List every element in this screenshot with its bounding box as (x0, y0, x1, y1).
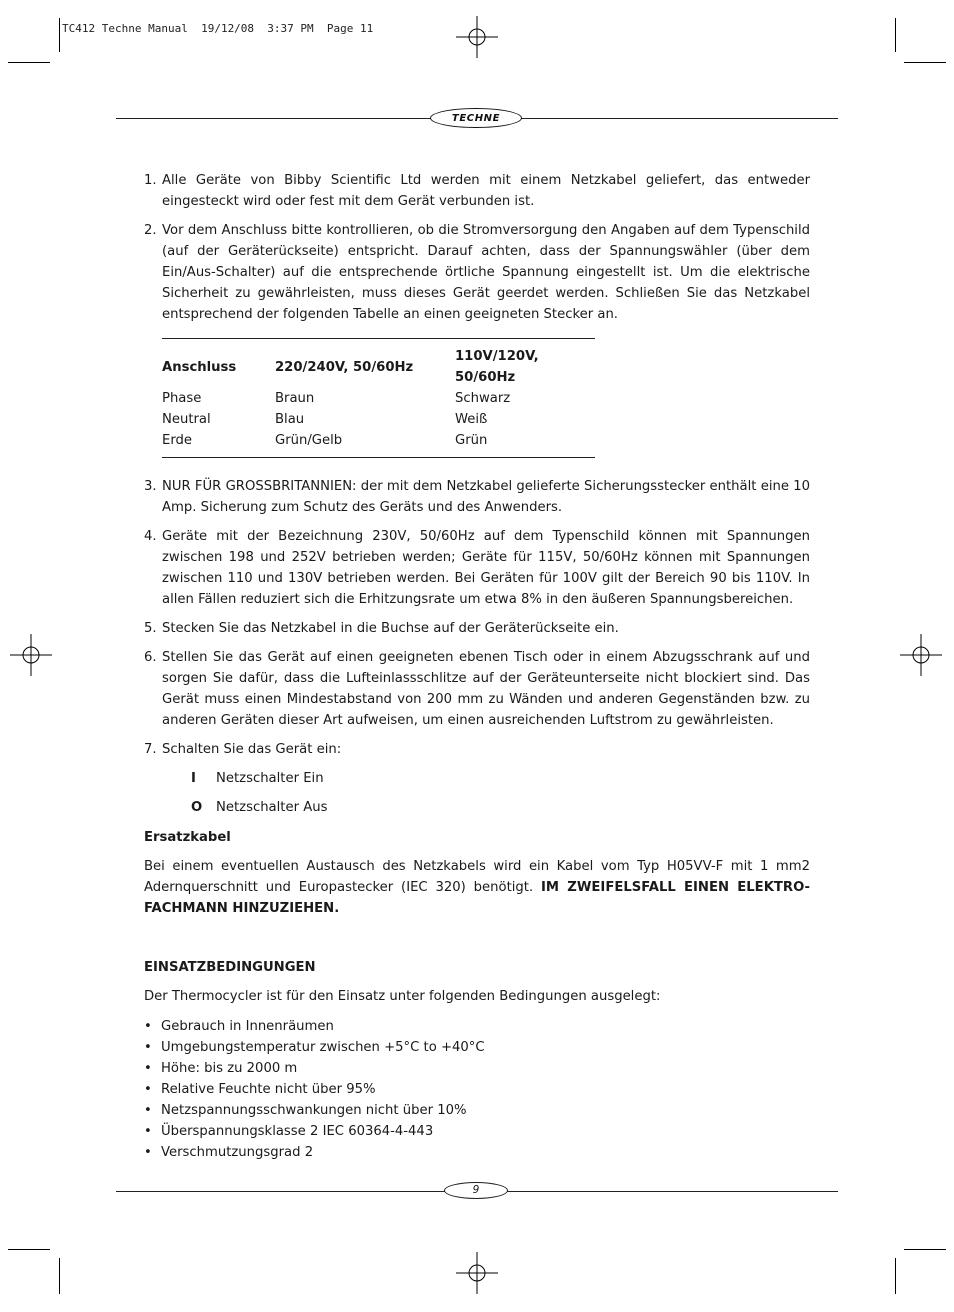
crop-mark (8, 62, 50, 63)
ersatzkabel-warning: IM ZWEIFELSFALL EINEN ELEKTRO-FACHMANN HINZUZIEHEN. (144, 880, 810, 916)
table-cell: Erde (162, 433, 193, 448)
item-text: Vor dem Anschluss bitte kontrollieren, ob die Stromversorgung den Angaben auf dem Typenschild (auf der Geräterückseite) entspricht. Darauf achten, dass der Spannungswähler (über dem Ein/Aus-Schalter) auf die entsprechende örtliche Spannung eingestellt ist. Um die elektrische Sicherheit zu gewährleisten, muss dieses Gerät geerdet werden. Schließen Sie das Netzkabel entsprechend der folgenden Tabelle an einen geeigneten Stecker an. (162, 223, 810, 322)
crop-mark (895, 1258, 896, 1294)
crop-mark (59, 1258, 60, 1294)
item-text: Stellen Sie das Gerät auf einen geeigneten ebenen Tisch oder in einem Abzugsschrank auf und sorgen Sie dafür, dass die Lufteinlassschlitze auf der Geräteunterseite nicht blockiert sind. Das Gerät muss einen Mindestabstand von 200 mm zu Wänden und anderen Gegenständen bzw. zu anderen Geräten dieser Art aufweisen, um einen ausreichenden Luftstrom zu gewährleisten. (162, 650, 810, 728)
crop-mark (895, 18, 896, 52)
table-cell: Schwarz (455, 391, 511, 406)
crop-mark (904, 1249, 946, 1250)
table-cell: Grün/Gelb (275, 433, 343, 448)
ersatzkabel-paragraph (144, 856, 810, 919)
condition-text: Netzspannungsschwankungen nicht über 10% (161, 1103, 467, 1118)
page-number: 9 (444, 1182, 508, 1199)
switch-symbol: O (191, 800, 203, 815)
list-item (144, 1142, 810, 1163)
table-row (162, 388, 595, 409)
condition-text: Umgebungstemperatur zwischen +5°C to +40°C (161, 1040, 485, 1055)
table-cell: Braun (275, 391, 315, 406)
table-header: 220/240V, 50/60Hz (275, 359, 414, 375)
table-header: Anschluss (162, 359, 237, 375)
item-number: 6. (144, 650, 157, 665)
item-number: 1. (144, 173, 157, 188)
condition-text: Relative Feuchte nicht über 95% (161, 1082, 376, 1097)
bullet-icon: • (144, 1124, 152, 1139)
registration-mark-icon (10, 634, 52, 676)
registration-mark-icon (456, 16, 498, 58)
registration-mark-icon (456, 1252, 498, 1294)
list-item (144, 739, 810, 760)
table-cell: Blau (275, 412, 305, 427)
wiring-table (162, 338, 595, 458)
logo-text: TECHNE (451, 112, 501, 124)
list-item (144, 1100, 810, 1121)
list-item (144, 1016, 810, 1037)
einsatz-intro: Der Thermocycler ist für den Einsatz unter folgenden Bedingungen ausgelegt: (144, 989, 661, 1004)
list-item (144, 618, 810, 639)
item-number: 2. (144, 223, 157, 238)
item-text: Alle Geräte von Bibby Scientific Ltd werden mit einem Netzkabel geliefert, das entweder eingesteckt wird oder fest mit dem Gerät verbunden ist. (162, 173, 810, 209)
table-cell: Neutral (162, 412, 211, 427)
crop-mark (904, 62, 946, 63)
item-text: Stecken Sie das Netzkabel in die Buchse auf der Geräterückseite ein. (162, 621, 619, 636)
bullet-icon: • (144, 1061, 152, 1076)
conditions-list (144, 1016, 810, 1163)
table-row (162, 430, 595, 458)
table-cell: Phase (162, 391, 202, 406)
table-header-row (162, 339, 595, 389)
item-text: Schalten Sie das Gerät ein: (162, 742, 342, 757)
item-text: Geräte mit der Bezeichnung 230V, 50/60Hz auf dem Typenschild können mit Spannungen zwischen 198 und 252V betrieben werden; Geräte für 115V, 50/60Hz können mit Spannungen zwischen 110 und 130V betrieben werden. Bei Geräten für 100V gilt der Bereich 90 bis 110V. In allen Fällen reduziert sich die Erhitzungsrate um etwa 8% in den äußeren Spannungsbereichen. (162, 529, 810, 607)
section-heading-einsatzbedingungen: EINSATZBEDINGUNGEN (144, 960, 316, 975)
crop-mark (8, 1249, 50, 1250)
switch-on-row (191, 768, 810, 789)
list-item (144, 647, 810, 731)
table-header: 110V/120V, 50/60Hz (455, 349, 539, 385)
registration-mark-icon (900, 634, 942, 676)
list-item (144, 526, 810, 610)
bullet-icon: • (144, 1145, 152, 1160)
table-row (162, 409, 595, 430)
list-item (144, 170, 810, 212)
page-content (144, 170, 810, 1163)
list-item (144, 1121, 810, 1142)
list-item (144, 476, 810, 518)
bullet-icon: • (144, 1040, 152, 1055)
bullet-icon: • (144, 1019, 152, 1034)
section-heading-ersatzkabel: Ersatzkabel (144, 830, 231, 845)
table-cell: Weiß (455, 412, 488, 427)
ersatzkabel-text: Bei einem eventuellen Austausch des Netzkabels wird ein Kabel vom Typ H05VV-F mit 1 mm2 Adernquerschnitt und Europastecker (IEC 320) benötigt. (144, 859, 810, 895)
condition-text: Überspannungsklasse 2 IEC 60364-4-443 (161, 1124, 434, 1139)
techne-logo (430, 108, 522, 128)
list-item (144, 1079, 810, 1100)
switch-off-row (191, 797, 810, 818)
condition-text: Gebrauch in Innenräumen (161, 1019, 334, 1034)
condition-text: Verschmutzungsgrad 2 (161, 1145, 314, 1160)
condition-text: Höhe: bis zu 2000 m (161, 1061, 298, 1076)
bullet-icon: • (144, 1082, 152, 1097)
item-number: 3. (144, 479, 157, 494)
list-item (144, 1037, 810, 1058)
table-cell: Grün (455, 433, 488, 448)
item-number: 7. (144, 742, 157, 757)
crop-mark (59, 18, 60, 52)
switch-label: Netzschalter Ein (216, 771, 324, 786)
switch-label: Netzschalter Aus (216, 800, 328, 815)
switch-symbol: I (191, 771, 196, 786)
bullet-icon: • (144, 1103, 152, 1118)
item-number: 4. (144, 529, 157, 544)
list-item (144, 220, 810, 325)
print-slug: TC412 Techne Manual 19/12/08 3:37 PM Page 11 (62, 22, 374, 35)
list-item (144, 1058, 810, 1079)
item-number: 5. (144, 621, 157, 636)
item-text: NUR FÜR GROSSBRITANNIEN: der mit dem Netzkabel gelieferte Sicherungsstecker enthält eine 10 Amp. Sicherung zum Schutz des Geräts und des Anwenders. (162, 479, 810, 515)
